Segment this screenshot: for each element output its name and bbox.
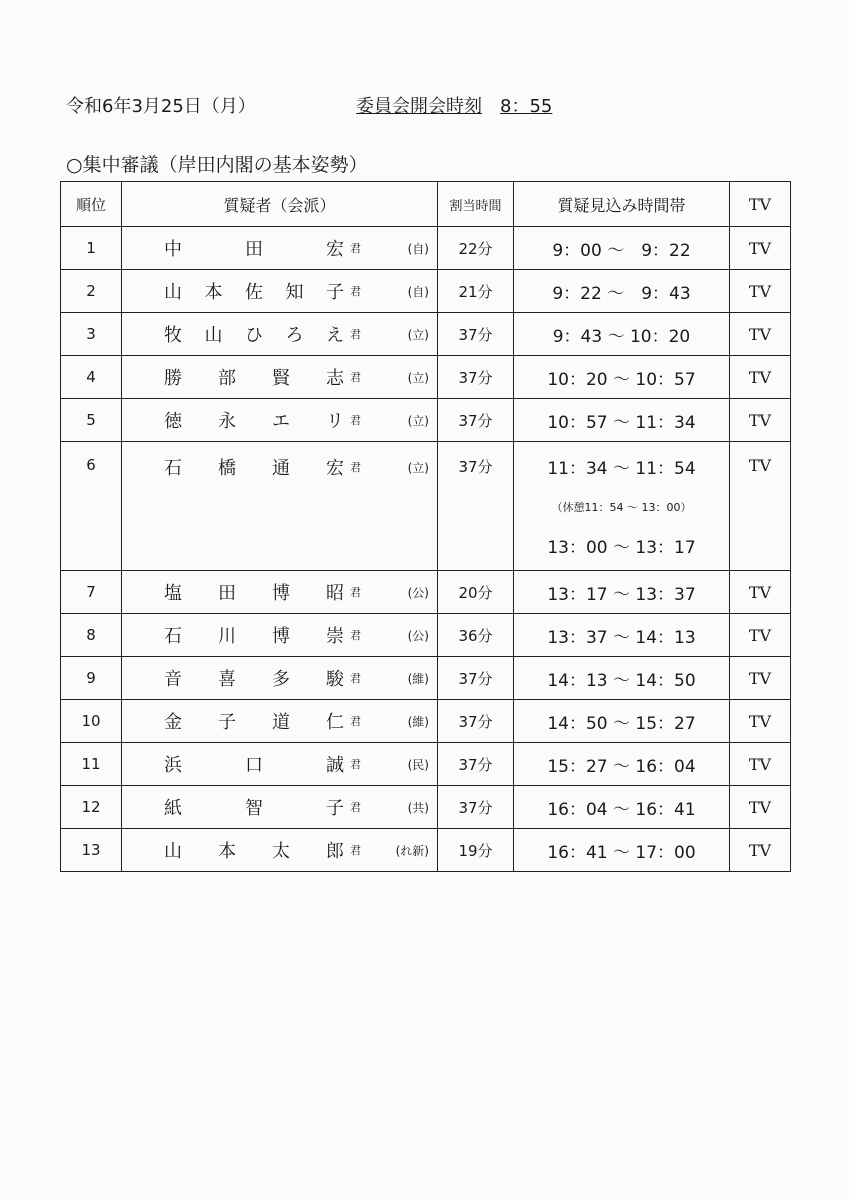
honorific: 君: [350, 629, 361, 642]
meeting-date: 令和6年3月25日（月）: [66, 96, 256, 117]
name-char: 紙: [164, 798, 182, 819]
table-row: [61, 442, 791, 571]
name-char: 知: [285, 282, 304, 303]
name-char: 中: [164, 239, 182, 260]
name-char: 川: [218, 626, 236, 647]
name-char: 賢: [272, 368, 290, 389]
rank-cell: 4: [61, 356, 122, 399]
timeslot-cell: 16：41 ～ 17：00: [514, 829, 730, 872]
opening-time-value: 8：55: [500, 96, 553, 117]
name-char: 誠: [326, 755, 344, 776]
name-char: 通: [272, 458, 290, 479]
honorific: 君: [350, 586, 361, 599]
questioner-cell: [122, 614, 438, 657]
questioner-name: [164, 579, 344, 605]
allocated-time-cell: 22分: [438, 227, 514, 270]
questioner-cell: [122, 743, 438, 786]
recess-note: （休憩11：54 ～ 13：00）: [551, 501, 692, 514]
name-char: え: [326, 325, 344, 346]
name-char: 崇: [326, 626, 344, 647]
questioner-cell: [122, 227, 438, 270]
rank-cell: 2: [61, 270, 122, 313]
rank-cell: 13: [61, 829, 122, 872]
timeslot-cell: 9：43 ～ 10：20: [514, 313, 730, 356]
timeslot-cell: 10：57 ～ 11：34: [514, 399, 730, 442]
allocated-time-cell: 20分: [438, 571, 514, 614]
party-label: (立): [407, 370, 429, 385]
name-char: 山: [164, 282, 182, 303]
party-label: (維): [407, 671, 429, 686]
name-char: 勝: [164, 368, 182, 389]
rank-cell: 8: [61, 614, 122, 657]
questioner-name: [164, 278, 344, 304]
party-label: (れ新): [395, 843, 429, 858]
timeslot-cell: [514, 442, 730, 571]
name-char: 博: [272, 583, 290, 604]
party-label: (公): [407, 628, 429, 643]
name-char: 本: [218, 841, 236, 862]
timeslot-cell: 16：04 ～ 16：41: [514, 786, 730, 829]
table-row: [61, 829, 791, 872]
timeslot-cell: 9：22 ～ 9：43: [514, 270, 730, 313]
honorific: 君: [350, 414, 361, 427]
name-char: 志: [326, 368, 344, 389]
name-char: 永: [218, 411, 236, 432]
allocated-time-cell: 21分: [438, 270, 514, 313]
questioner-schedule-table: [60, 181, 791, 872]
table-row: [61, 270, 791, 313]
name-char: 石: [164, 458, 182, 479]
opening-time: [356, 92, 552, 118]
tv-cell: TV: [730, 657, 791, 700]
questioner-cell: [122, 786, 438, 829]
honorific: 君: [350, 328, 361, 341]
party-label: (立): [407, 327, 429, 342]
name-char: 宏: [326, 458, 344, 479]
col-rank: 順位: [61, 182, 122, 227]
col-tv: TV: [730, 182, 791, 227]
name-char: ひ: [245, 325, 263, 346]
name-char: 喜: [218, 669, 236, 690]
party-label: (民): [407, 757, 429, 772]
rank-cell: 10: [61, 700, 122, 743]
table-row: [61, 571, 791, 614]
name-char: 牧: [164, 325, 182, 346]
tv-cell: TV: [730, 270, 791, 313]
table-row: [61, 356, 791, 399]
name-char: 金: [164, 712, 182, 733]
name-char: 博: [272, 626, 290, 647]
honorific: 君: [350, 801, 361, 814]
name-char: 田: [218, 583, 236, 604]
table-row: [61, 743, 791, 786]
name-char: リ: [326, 411, 344, 432]
col-allocated: 割当時間: [438, 182, 514, 227]
name-char: 太: [272, 841, 290, 862]
name-char: ろ: [285, 325, 304, 346]
questioner-name: [164, 454, 344, 480]
name-char: 音: [164, 669, 182, 690]
name-char: エ: [272, 411, 290, 432]
rank-cell: 5: [61, 399, 122, 442]
name-char: 口: [245, 755, 263, 776]
party-label: (共): [407, 800, 429, 815]
party-label: (立): [407, 413, 429, 428]
table-row: [61, 399, 791, 442]
questioner-name: [164, 708, 344, 734]
questioner-cell: [122, 356, 438, 399]
questioner-name: [164, 235, 344, 261]
tv-cell: TV: [730, 700, 791, 743]
name-char: 山: [164, 841, 182, 862]
name-char: 田: [245, 239, 263, 260]
name-char: 山: [204, 325, 223, 346]
honorific: 君: [350, 672, 361, 685]
tv-cell: TV: [730, 829, 791, 872]
allocated-time-cell: 37分: [438, 700, 514, 743]
honorific: 君: [350, 758, 361, 771]
table-row: [61, 227, 791, 270]
timeslot-cell: 13：17 ～ 13：37: [514, 571, 730, 614]
party-label: (公): [407, 585, 429, 600]
tv-cell: TV: [730, 743, 791, 786]
timeslot-cell: 15：27 ～ 16：04: [514, 743, 730, 786]
questioner-name: [164, 364, 344, 390]
allocated-time-cell: 37分: [438, 657, 514, 700]
name-char: 智: [245, 798, 263, 819]
session-heading: ○集中審議（岸田内閣の基本姿勢）: [66, 154, 368, 176]
rank-cell: 3: [61, 313, 122, 356]
questioner-cell: [122, 442, 438, 571]
table-row: [61, 657, 791, 700]
timeslot-first: 11：34 ～ 11：54: [547, 459, 696, 479]
tv-cell: TV: [730, 399, 791, 442]
allocated-time-cell: 37分: [438, 356, 514, 399]
name-char: 部: [218, 368, 236, 389]
questioner-cell: [122, 313, 438, 356]
name-char: 仁: [326, 712, 344, 733]
name-char: 本: [204, 282, 223, 303]
name-char: 佐: [245, 282, 263, 303]
honorific: 君: [350, 285, 361, 298]
tv-cell: TV: [730, 356, 791, 399]
name-char: 宏: [326, 239, 344, 260]
timeslot-cell: 10：20 ～ 10：57: [514, 356, 730, 399]
table-row: [61, 700, 791, 743]
allocated-time-cell: 37分: [438, 442, 514, 571]
tv-cell: TV: [730, 614, 791, 657]
questioner-cell: [122, 399, 438, 442]
timeslot-cell: 14：50 ～ 15：27: [514, 700, 730, 743]
col-questioner: 質疑者（会派）: [122, 182, 438, 227]
table-row: [61, 313, 791, 356]
questioner-name: [164, 407, 344, 433]
allocated-time-cell: 37分: [438, 399, 514, 442]
name-char: 駿: [326, 669, 344, 690]
tv-cell: TV: [730, 442, 791, 571]
questioner-cell: [122, 700, 438, 743]
questioner-name: [164, 665, 344, 691]
allocated-time-cell: 37分: [438, 313, 514, 356]
rank-cell: 1: [61, 227, 122, 270]
honorific: 君: [350, 461, 361, 474]
name-char: 郎: [326, 841, 344, 862]
party-label: (維): [407, 714, 429, 729]
timeslot-cell: 14：13 ～ 14：50: [514, 657, 730, 700]
rank-cell: 9: [61, 657, 122, 700]
honorific: 君: [350, 844, 361, 857]
rank-cell: 12: [61, 786, 122, 829]
honorific: 君: [350, 715, 361, 728]
name-char: 子: [218, 712, 236, 733]
name-char: 塩: [164, 583, 182, 604]
honorific: 君: [350, 242, 361, 255]
opening-time-label: 委員会開会時刻: [356, 96, 482, 117]
rank-cell: 11: [61, 743, 122, 786]
table-row: [61, 786, 791, 829]
allocated-time-cell: 19分: [438, 829, 514, 872]
questioner-name: [164, 622, 344, 648]
questioner-cell: [122, 270, 438, 313]
party-label: (自): [407, 241, 429, 256]
questioner-cell: [122, 571, 438, 614]
questioner-name: [164, 751, 344, 777]
name-char: 昭: [326, 583, 344, 604]
allocated-time-cell: 36分: [438, 614, 514, 657]
name-char: 石: [164, 626, 182, 647]
questioner-name: [164, 321, 344, 347]
table-header-row: [61, 182, 791, 227]
tv-cell: TV: [730, 227, 791, 270]
name-char: 道: [272, 712, 290, 733]
allocated-time-cell: 37分: [438, 743, 514, 786]
party-label: (自): [407, 284, 429, 299]
tv-cell: TV: [730, 313, 791, 356]
rank-cell: 7: [61, 571, 122, 614]
timeslot-cell: 13：37 ～ 14：13: [514, 614, 730, 657]
col-timeslot: 質疑見込み時間帯: [514, 182, 730, 227]
table-row: [61, 614, 791, 657]
name-char: 子: [326, 282, 344, 303]
questioner-name: [164, 837, 344, 863]
name-char: 浜: [164, 755, 182, 776]
questioner-name: [164, 794, 344, 820]
tv-cell: TV: [730, 786, 791, 829]
timeslot-second: 13：00 ～ 13：17: [547, 538, 696, 558]
name-char: 子: [326, 798, 344, 819]
table-body: [61, 227, 791, 872]
rank-cell: 6: [61, 442, 122, 571]
allocated-time-cell: 37分: [438, 786, 514, 829]
tv-cell: TV: [730, 571, 791, 614]
questioner-cell: [122, 657, 438, 700]
honorific: 君: [350, 371, 361, 384]
party-label: (立): [407, 460, 429, 475]
questioner-cell: [122, 829, 438, 872]
name-char: 橋: [218, 458, 236, 479]
timeslot-cell: 9：00 ～ 9：22: [514, 227, 730, 270]
name-char: 多: [272, 669, 290, 690]
name-char: 徳: [164, 411, 182, 432]
